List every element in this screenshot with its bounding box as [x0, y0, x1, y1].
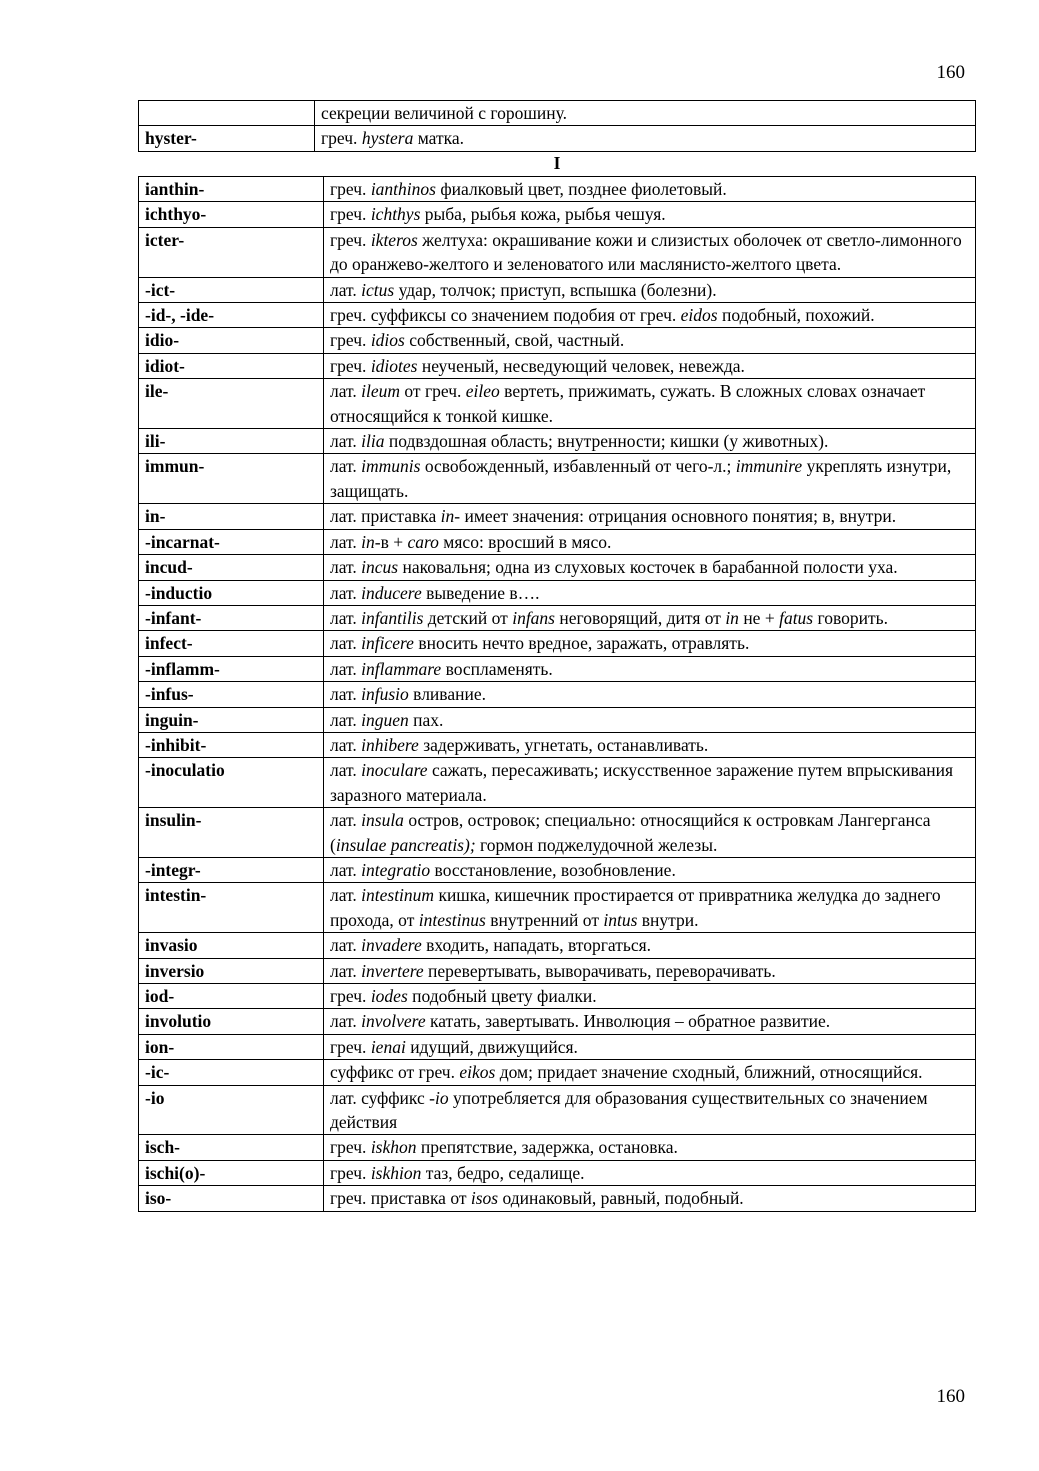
definition-text: лат. — [330, 633, 362, 654]
table-row — [139, 1009, 976, 1034]
table-row — [139, 605, 976, 630]
definition-italic-term: insula — [361, 810, 404, 831]
definition-text: идущий, движущийся. — [405, 1036, 578, 1057]
definition-italic-term: ileum — [361, 381, 401, 402]
table-row — [139, 227, 976, 277]
table-row — [139, 883, 976, 933]
definition-italic-term: in — [725, 607, 739, 628]
table-row — [139, 958, 976, 983]
entry-term: incud- — [139, 555, 324, 580]
dictionary-table — [138, 176, 976, 1212]
definition-text: лат. — [330, 709, 362, 730]
table-row — [139, 555, 976, 580]
definition-italic-term: caro — [407, 531, 439, 552]
definition-italic-term: iskhon — [370, 1137, 417, 1158]
table-row — [139, 933, 976, 958]
definition-text: греч. — [330, 1162, 371, 1183]
definition-text: внутри. — [637, 909, 699, 930]
table-row — [139, 529, 976, 554]
definition-text: суффикс от греч. — [330, 1062, 460, 1083]
definition-text: матка. — [413, 128, 465, 149]
definition-italic-term: ictus — [361, 279, 395, 300]
entry-definition — [324, 1034, 976, 1059]
definition-italic-term: in- — [361, 531, 381, 552]
table-row — [139, 328, 976, 353]
entry-definition — [324, 504, 976, 529]
definition-text: имеет значения: отрицания основного понятия; в, внутри. — [460, 506, 897, 527]
definition-italic-term: ikteros — [370, 229, 418, 250]
entry-definition — [324, 958, 976, 983]
entry-term: inversio — [139, 958, 324, 983]
definition-text: греч. суффиксы со значением подобия от греч. — [330, 305, 681, 326]
definition-text: греч. — [330, 1137, 371, 1158]
definition-text: лат. — [330, 684, 362, 705]
definition-text: рыба, рыбья кожа, рыбья чешуя. — [420, 204, 666, 225]
definition-text: неученый, несведующий человек, невежда. — [417, 355, 745, 376]
definition-text: задерживать, угнетать, останавливать. — [418, 734, 709, 755]
table-row — [139, 353, 976, 378]
definition-italic-term: intestinum — [361, 885, 435, 906]
table-row — [139, 101, 976, 126]
table-row — [139, 631, 976, 656]
definition-italic-term: in- — [440, 506, 461, 527]
entry-term: ianthin- — [139, 177, 324, 202]
definition-text: в + — [380, 531, 408, 552]
definition-italic-term: inficere — [361, 633, 414, 654]
definition-text: лат. — [330, 279, 362, 300]
definition-italic-term: incus — [361, 557, 399, 578]
entry-definition — [324, 1009, 976, 1034]
definition-italic-term: inoculare — [361, 760, 428, 781]
table-row — [139, 504, 976, 529]
definition-text: греч. — [330, 179, 371, 199]
definition-text: препятствие, задержка, остановка. — [416, 1137, 678, 1158]
entry-definition — [324, 707, 976, 732]
entry-term: -inhibit- — [139, 732, 324, 757]
entry-definition — [324, 454, 976, 504]
definition-text: не + — [738, 607, 780, 628]
table-row — [139, 656, 976, 681]
definition-italic-term: intestinus — [418, 909, 486, 930]
entry-definition — [315, 101, 976, 126]
entry-term: ichthyo- — [139, 202, 324, 227]
definition-text: лат. приставка — [330, 506, 441, 527]
definition-italic-term: invadere — [361, 935, 422, 956]
entry-term: immun- — [139, 454, 324, 504]
definition-text: кишка, кишечник простирается от привратника желудка до заднего прохода, от — [330, 885, 941, 930]
definition-italic-term: inducere — [361, 582, 422, 603]
definition-italic-term: -io — [429, 1087, 449, 1108]
definition-italic-term: ichthys — [370, 204, 421, 225]
entry-term: -inoculatio — [139, 758, 324, 808]
definition-text: подобный цвету фиалки. — [407, 986, 597, 1006]
definition-italic-term: integratio — [361, 859, 431, 880]
entry-definition — [324, 303, 976, 328]
definition-text: фиалковый цвет, позднее фиолетовый. — [435, 179, 727, 199]
definition-text: греч. — [330, 355, 371, 376]
entry-definition — [324, 328, 976, 353]
definition-text: входить, нападать, вторгаться. — [421, 935, 652, 956]
definition-text: одинаковый, равный, подобный. — [498, 1188, 744, 1209]
definition-text: лат. — [330, 935, 362, 956]
definition-text: лат. — [330, 885, 362, 906]
definition-text: неговорящий, дитя от — [555, 607, 726, 628]
entry-term: -io — [139, 1085, 324, 1135]
table-row — [139, 984, 976, 1009]
entry-definition — [324, 202, 976, 227]
entry-term: ili- — [139, 429, 324, 454]
definition-italic-term: involvere — [361, 1011, 426, 1032]
definition-text: перевертывать, выворачивать, переворачивать. — [423, 960, 776, 981]
table-row — [139, 454, 976, 504]
definition-text: таз, бедро, седалище. — [421, 1162, 585, 1183]
table-row — [139, 682, 976, 707]
definition-text: остров, островок; специально: относящийся к островкам Лангерганса ( — [330, 810, 931, 855]
entry-term: -inductio — [139, 580, 324, 605]
definition-text: вносить нечто вредное, заражать, отравлять. — [413, 633, 750, 654]
entry-term: ischi(o)- — [139, 1160, 324, 1185]
definition-text: воспламенять. — [441, 658, 553, 679]
definition-text: греч. — [330, 204, 371, 225]
table-row — [139, 1160, 976, 1185]
definition-italic-term: eileo — [465, 381, 500, 402]
definition-text: катать, завертывать. Инволюция – обратное развитие. — [425, 1011, 831, 1032]
definition-text: греч. приставка от — [330, 1188, 471, 1209]
definition-text: вливание. — [408, 684, 486, 705]
definition-italic-term: immunis — [361, 456, 421, 477]
entry-definition — [324, 605, 976, 630]
definition-text: лат. — [330, 582, 362, 603]
definition-text: лат. суффикс — [330, 1087, 430, 1108]
definition-text: лат. — [330, 960, 362, 981]
table-row — [139, 429, 976, 454]
definition-italic-term: isos — [470, 1188, 499, 1209]
definition-text: от греч. — [400, 381, 466, 402]
definition-text: подвздошная область; внутренности; кишки (у животных). — [384, 431, 829, 452]
definition-text: лат. — [330, 557, 362, 578]
definition-italic-term: infans — [512, 607, 555, 628]
definition-text: освобожденный, избавленный от чего-л.; — [420, 456, 736, 477]
definition-italic-term: immunire — [735, 456, 803, 477]
entry-definition — [324, 732, 976, 757]
definition-text: наковальня; одна из слуховых косточек в барабанной полости уха. — [398, 557, 898, 578]
table-row — [139, 202, 976, 227]
definition-text: лат. — [330, 810, 362, 831]
page-number-bottom: 160 — [936, 1386, 965, 1407]
entry-definition — [324, 656, 976, 681]
entry-term — [139, 101, 315, 126]
section-letter-heading: I — [553, 153, 561, 173]
definition-italic-term: inguen — [361, 709, 409, 730]
definition-italic-term: eidos — [680, 305, 718, 326]
entry-term: idio- — [139, 328, 324, 353]
definition-italic-term: invertere — [361, 960, 424, 981]
definition-italic-term: iskhion — [370, 1162, 422, 1183]
definition-text: греч. — [330, 1036, 371, 1057]
entry-term: -id-, -ide- — [139, 303, 324, 328]
dictionary-table-continued — [138, 100, 976, 152]
entry-definition — [324, 883, 976, 933]
entry-definition — [315, 126, 976, 151]
table-row — [139, 1186, 976, 1211]
table-row — [139, 1034, 976, 1059]
entry-term: insulin- — [139, 808, 324, 858]
entry-definition — [324, 682, 976, 707]
entry-definition — [324, 1085, 976, 1135]
entry-term: iso- — [139, 1186, 324, 1211]
entry-term: iod- — [139, 984, 324, 1009]
definition-italic-term: insulae pancreatis); — [335, 834, 476, 855]
entry-definition — [324, 277, 976, 302]
definition-text: удар, толчок; приступ, вспышка (болезни). — [394, 279, 717, 300]
definition-italic-term: ianthinos — [370, 179, 436, 199]
definition-text: лат. — [330, 658, 362, 679]
definition-italic-term: inhibere — [361, 734, 419, 755]
definition-text: употребляется для образования существительных со значением действия — [330, 1087, 928, 1133]
entry-definition — [324, 631, 976, 656]
table-row — [139, 126, 976, 151]
definition-italic-term: ilia — [361, 431, 385, 452]
entry-term: involutio — [139, 1009, 324, 1034]
table-row — [139, 379, 976, 429]
entry-definition — [324, 1060, 976, 1085]
entry-term: inguin- — [139, 707, 324, 732]
entry-definition — [324, 1135, 976, 1160]
entry-term: isch- — [139, 1135, 324, 1160]
entry-term: idiot- — [139, 353, 324, 378]
definition-italic-term: idiotes — [370, 355, 418, 376]
definition-text: греч. — [330, 330, 371, 351]
definition-italic-term: ienai — [370, 1036, 406, 1057]
definition-text: вертеть, прижимать, сужать. В сложных словах означает относящийся к тонкой кишке. — [330, 381, 926, 426]
definition-text: лат. — [330, 1011, 362, 1032]
entry-definition — [324, 580, 976, 605]
definition-text: лат. — [330, 531, 362, 552]
definition-text: подобный, похожий. — [717, 305, 875, 326]
table-row — [139, 707, 976, 732]
entry-definition — [324, 933, 976, 958]
definition-text: лат. — [330, 456, 362, 477]
definition-text: внутренний от — [485, 909, 604, 930]
table-row — [139, 732, 976, 757]
entry-definition — [324, 1186, 976, 1211]
definition-text: сажать, пересаживать; искусственное заражение путем впрыскивания заразного материала. — [330, 760, 954, 805]
table-row — [139, 177, 976, 202]
entry-term: -ic- — [139, 1060, 324, 1085]
definition-text: лат. — [330, 859, 362, 880]
entry-definition — [324, 529, 976, 554]
entry-term: hyster- — [139, 126, 315, 151]
entry-definition — [324, 857, 976, 882]
entry-term: -integr- — [139, 857, 324, 882]
table-row — [139, 303, 976, 328]
definition-text: говорить. — [813, 607, 889, 628]
definition-italic-term: fatus — [779, 607, 814, 628]
definition-text: выведение в…. — [421, 582, 540, 603]
entry-definition — [324, 758, 976, 808]
entry-term: ile- — [139, 379, 324, 429]
entry-term: -infus- — [139, 682, 324, 707]
definition-italic-term: inflammare — [361, 658, 442, 679]
entry-term: -ict- — [139, 277, 324, 302]
entry-definition — [324, 379, 976, 429]
table-row — [139, 1060, 976, 1085]
entry-definition — [324, 353, 976, 378]
definition-text: собственный, свой, частный. — [404, 330, 625, 351]
definition-italic-term: iodes — [370, 986, 408, 1006]
definition-text: греч. — [330, 229, 371, 250]
entry-definition — [324, 984, 976, 1009]
definition-text: дом; придает значение сходный, ближний, относящийся. — [495, 1062, 923, 1083]
table-row — [139, 580, 976, 605]
entry-term: infect- — [139, 631, 324, 656]
definition-text: лат. — [330, 607, 362, 628]
entry-term: in- — [139, 504, 324, 529]
entry-term: icter- — [139, 227, 324, 277]
page-number-top: 160 — [936, 62, 965, 83]
definition-text: греч. — [330, 986, 371, 1006]
definition-italic-term: infantilis — [361, 607, 424, 628]
entry-term: -inflamm- — [139, 656, 324, 681]
entry-definition — [324, 177, 976, 202]
entry-definition — [324, 555, 976, 580]
entry-term: intestin- — [139, 883, 324, 933]
definition-text: укреплять изнутри, защищать. — [330, 456, 952, 501]
entry-term: -infant- — [139, 605, 324, 630]
definition-italic-term: hystera — [361, 128, 414, 149]
definition-text: детский от — [423, 607, 513, 628]
definition-italic-term: eikos — [459, 1062, 496, 1083]
table-row — [139, 758, 976, 808]
table-row — [139, 808, 976, 858]
definition-italic-term: idios — [370, 330, 405, 351]
definition-text: лат. — [330, 381, 362, 402]
definition-text: секреции величиной с горошину. — [321, 103, 567, 123]
table-row — [139, 1135, 976, 1160]
entry-definition — [324, 227, 976, 277]
definition-text: мясо: вросший в мясо. — [438, 531, 612, 552]
table-row — [139, 277, 976, 302]
entry-definition — [324, 808, 976, 858]
definition-text: греч. — [321, 128, 362, 149]
table-row — [139, 857, 976, 882]
entry-term: invasio — [139, 933, 324, 958]
definition-text: лат. — [330, 734, 362, 755]
definition-italic-term: intus — [603, 909, 638, 930]
definition-text: пах. — [408, 709, 444, 730]
definition-text: желтуха: окрашивание кожи и слизистых оболочек от светло-лимонного до оранжево-желтого и зеленоватого или маслянисто-желтого цвета. — [330, 229, 962, 275]
definition-italic-term: infusio — [361, 684, 409, 705]
entry-definition — [324, 429, 976, 454]
definition-text: лат. — [330, 431, 362, 452]
definition-text: гормон поджелудочной железы. — [475, 834, 718, 855]
table-row — [139, 1085, 976, 1135]
definition-text: восстановление, возобновление. — [430, 859, 676, 880]
definition-text: лат. — [330, 760, 362, 781]
entry-term: -incarnat- — [139, 529, 324, 554]
entry-term: ion- — [139, 1034, 324, 1059]
entry-definition — [324, 1160, 976, 1185]
